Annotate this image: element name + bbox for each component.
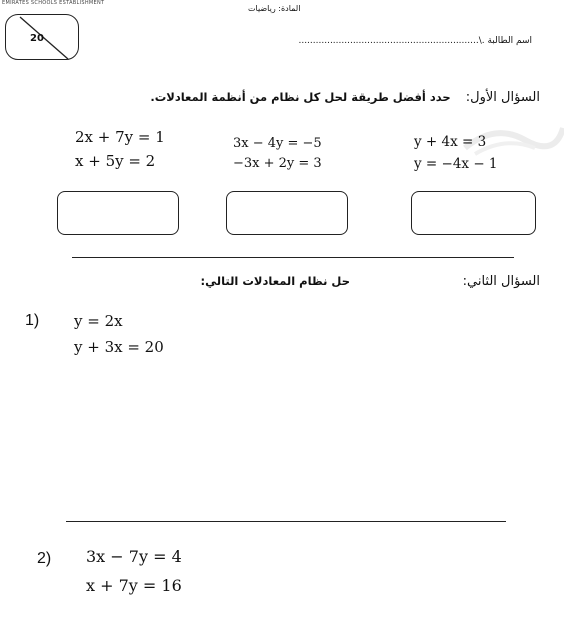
problem2-number: 2) [37, 550, 52, 567]
student-name-field[interactable]: اسم الطالبة .\............................................................... [298, 36, 532, 46]
system-c-eq1: y + 4x = 3 [414, 134, 487, 150]
answer-box-system-a[interactable] [57, 191, 179, 235]
system-b-eq2: −3x + 2y = 3 [233, 156, 322, 171]
school-name: EMIRATES SCHOOLS ESTABLISHMENT [2, 0, 105, 6]
problem2-eq1: 3x − 7y = 4 [86, 547, 182, 566]
question1-heading [80, 86, 540, 105]
problem1-eq1: y = 2x [74, 312, 123, 330]
subject-line: المادة: رياضيات [248, 4, 301, 13]
system-b-eq1: 3x − 4y = −5 [233, 136, 322, 151]
system-c-eq2: y = −4x − 1 [414, 156, 498, 172]
system-a-eq2: x + 5y = 2 [75, 152, 156, 170]
system-a-eq1: 2x + 7y = 1 [75, 128, 165, 146]
score-value: 20 [30, 33, 44, 44]
problem1-number: 1) [25, 312, 40, 329]
answer-box-system-c[interactable] [411, 191, 536, 235]
answer-box-system-b[interactable] [226, 191, 348, 235]
problem2-eq2: x + 7y = 16 [86, 576, 182, 595]
question2-label: السؤال الثاني: [462, 274, 540, 289]
question1-text: حدد أفضل طريقة لحل كل نظام من أنظمة المعادلات. [150, 90, 451, 104]
divider-line [66, 521, 506, 522]
divider-line [72, 257, 514, 258]
question2-text: حل نظام المعادلات التالي: [200, 274, 350, 288]
problem1-eq2: y + 3x = 20 [74, 338, 164, 356]
question1-label: السؤال الأول: [465, 90, 540, 105]
